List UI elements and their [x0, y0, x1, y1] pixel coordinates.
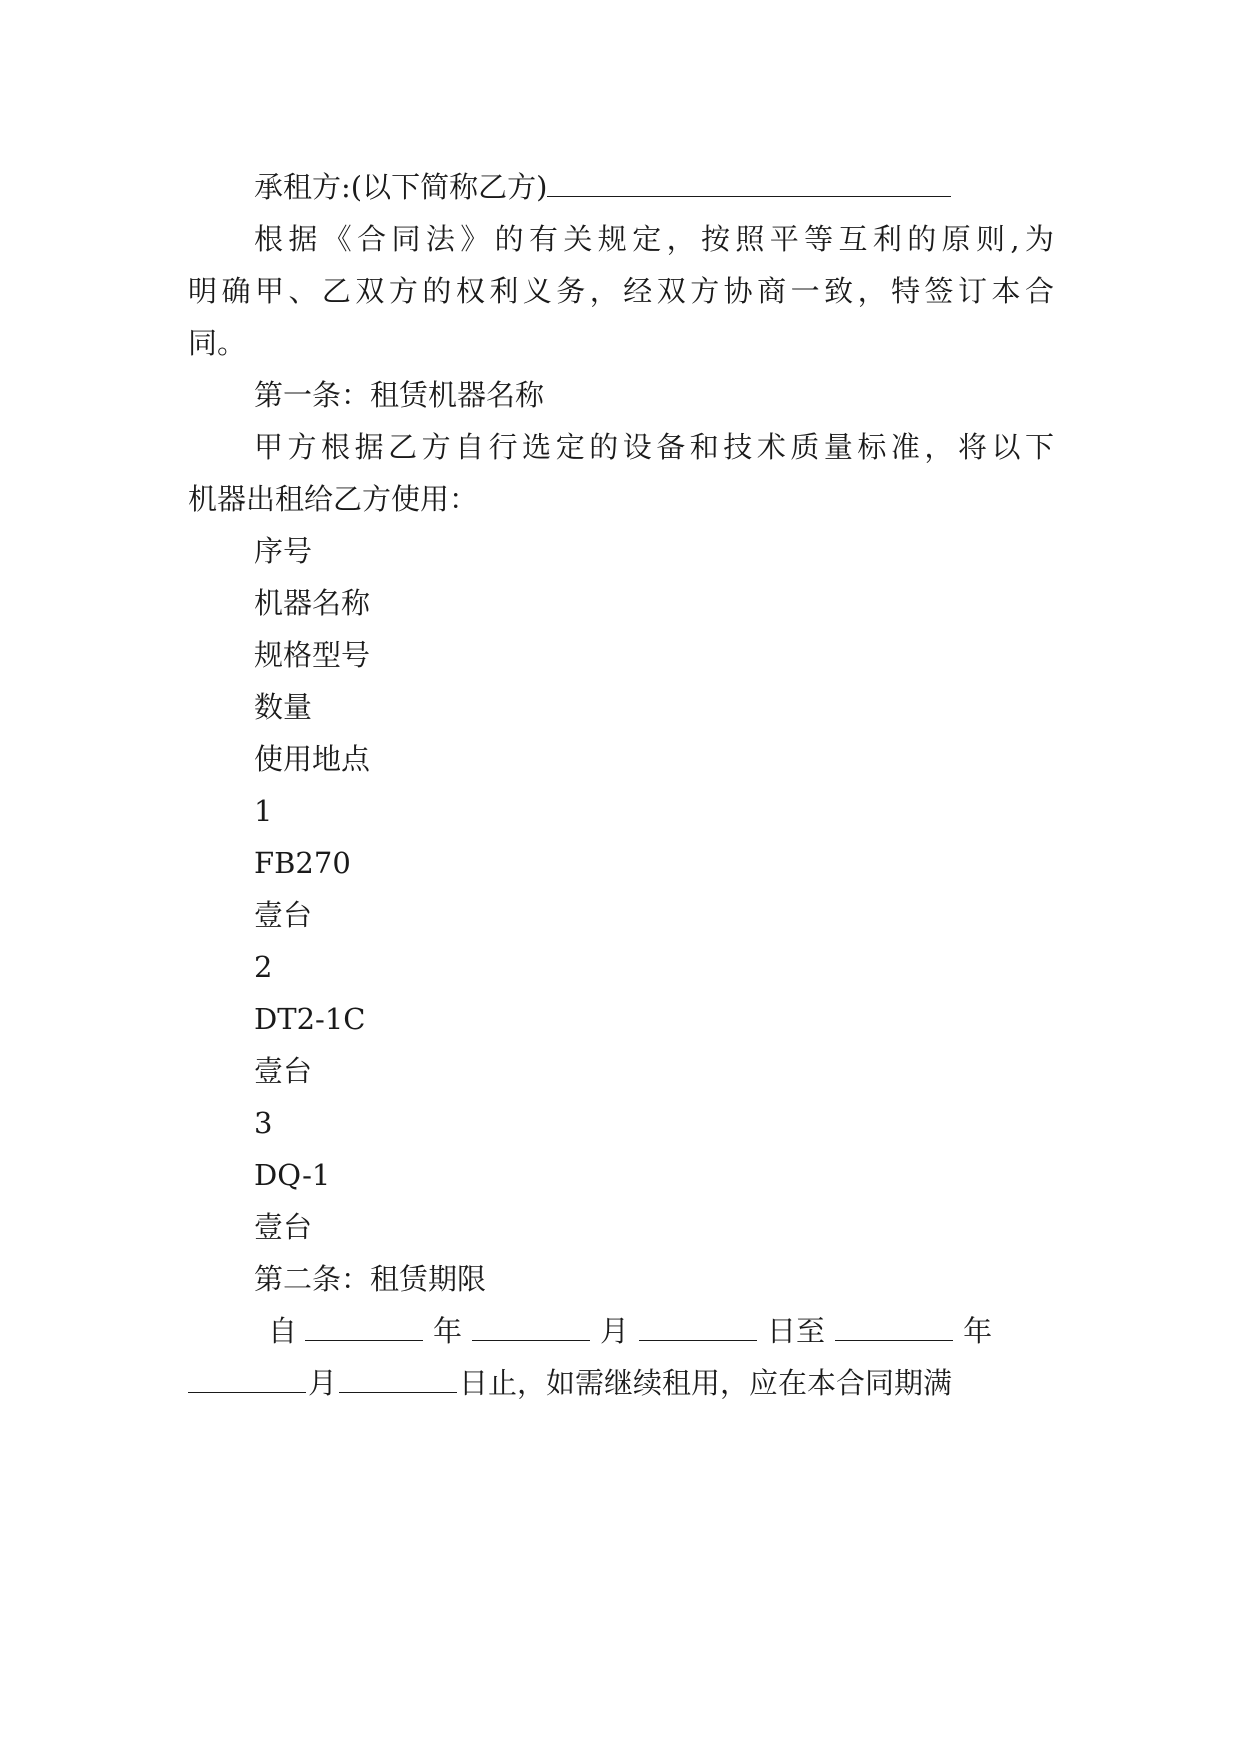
lease-tail-text: 日止，如需继续租用，应在本合同期满 — [459, 1366, 953, 1400]
table-header: 数量 — [254, 690, 313, 724]
article1-heading: 第一条：租赁机器名称 — [254, 378, 545, 412]
row-number: 3 — [254, 1106, 273, 1140]
start-month-label: 月 — [600, 1314, 630, 1348]
start-month-blank — [472, 1304, 590, 1341]
lessee-label: 承租方:(以下简称乙方) — [254, 170, 548, 204]
end-year-label: 年 — [963, 1314, 993, 1348]
lease-period-line-1 — [188, 1302, 1054, 1360]
lease-period-line-2 — [188, 1354, 1054, 1412]
row-quantity: 壹台 — [254, 898, 313, 932]
lessee-blank — [547, 160, 951, 197]
start-day-label: 日至 — [767, 1314, 826, 1348]
table-header: 使用地点 — [254, 742, 371, 776]
article1-desc-line-2: 机器出租给乙方使用： — [188, 482, 479, 516]
table-header: 序号 — [254, 534, 313, 568]
end-month-blank — [188, 1356, 306, 1393]
article1-desc-line-1: 甲方根据乙方自行选定的设备和技术质量标准，将以下 — [254, 430, 1054, 464]
row-quantity: 壹台 — [254, 1210, 313, 1244]
end-day-blank — [339, 1356, 457, 1393]
end-month-label: 月 — [308, 1366, 338, 1400]
end-year-blank — [835, 1304, 953, 1341]
start-day-blank — [639, 1304, 757, 1341]
row-model: DQ-1 — [254, 1158, 331, 1192]
row-model: FB270 — [254, 846, 351, 880]
row-quantity: 壹台 — [254, 1054, 313, 1088]
row-number: 1 — [254, 794, 273, 828]
lessee-line — [188, 158, 1054, 216]
intro-line-3: 同。 — [188, 326, 247, 360]
table-header: 机器名称 — [254, 586, 371, 620]
start-year-blank — [305, 1304, 423, 1341]
table-header: 规格型号 — [254, 638, 371, 672]
from-label: 自 — [268, 1314, 298, 1348]
row-number: 2 — [254, 950, 273, 984]
start-year-label: 年 — [433, 1314, 463, 1348]
intro-line-1: 根据《合同法》的有关规定，按照平等互利的原则,为 — [254, 222, 1054, 256]
intro-line-2: 明确甲、乙双方的权利义务，经双方协商一致，特签订本合 — [188, 274, 1054, 308]
article2-heading: 第二条：租赁期限 — [254, 1262, 487, 1296]
row-model: DT2-1C — [254, 1002, 366, 1036]
